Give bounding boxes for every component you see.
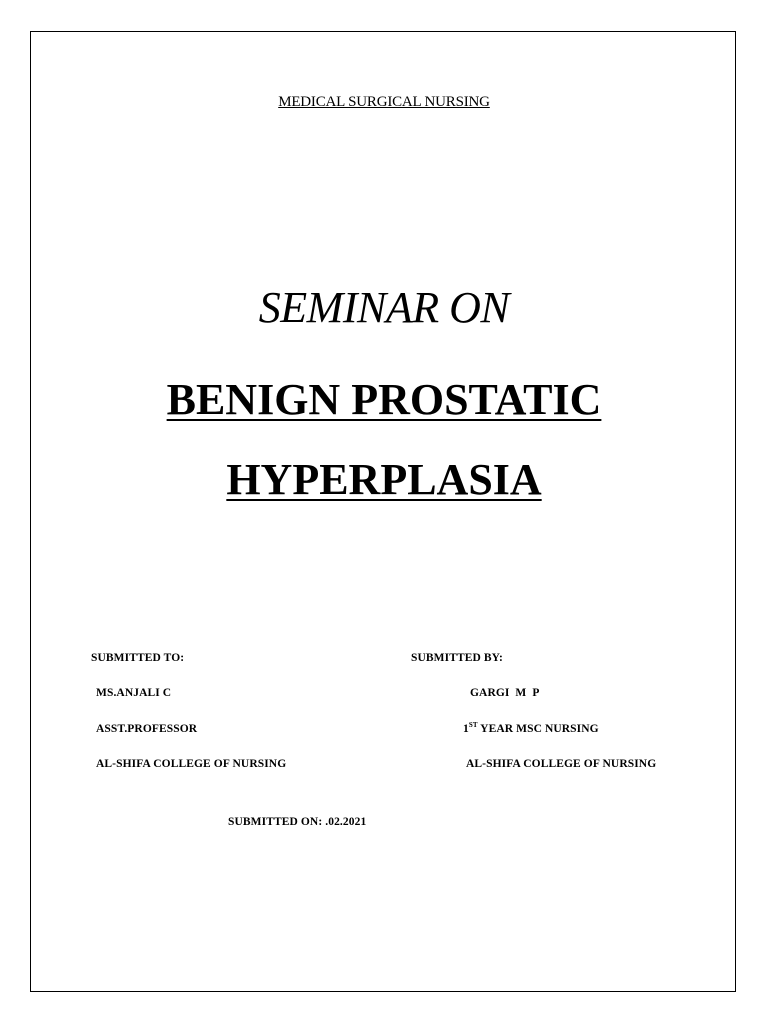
course-name: YEAR MSC NURSING: [477, 723, 599, 735]
title-line-1: BENIGN PROSTATIC: [166, 375, 602, 424]
year-number: 1: [463, 723, 469, 735]
submitted-by-institution: AL-SHIFA COLLEGE OF NURSING: [466, 758, 657, 770]
submitted-by-name: GARGI M P: [470, 687, 540, 699]
submitted-on-line: [228, 816, 366, 828]
page-border: [30, 31, 736, 992]
submitted-to-designation: ASST.PROFESSOR: [96, 723, 198, 735]
submitted-to-heading: SUBMITTED TO:: [91, 652, 185, 664]
submitted-on-label: SUBMITTED ON:: [228, 816, 323, 828]
submitted-by-heading: SUBMITTED BY:: [411, 652, 503, 664]
subject-heading: MEDICAL SURGICAL NURSING: [278, 94, 490, 110]
submitted-on-date: .02.2021: [322, 816, 367, 828]
year-ordinal-suffix: ST: [468, 721, 478, 729]
submitted-to-institution: AL-SHIFA COLLEGE OF NURSING: [96, 758, 287, 770]
submitted-by-course: [463, 723, 599, 735]
title-line-2: HYPERPLASIA: [226, 455, 542, 504]
seminar-heading: SEMINAR ON: [258, 283, 510, 332]
submitted-to-name: MS.ANJALI C: [96, 687, 172, 699]
